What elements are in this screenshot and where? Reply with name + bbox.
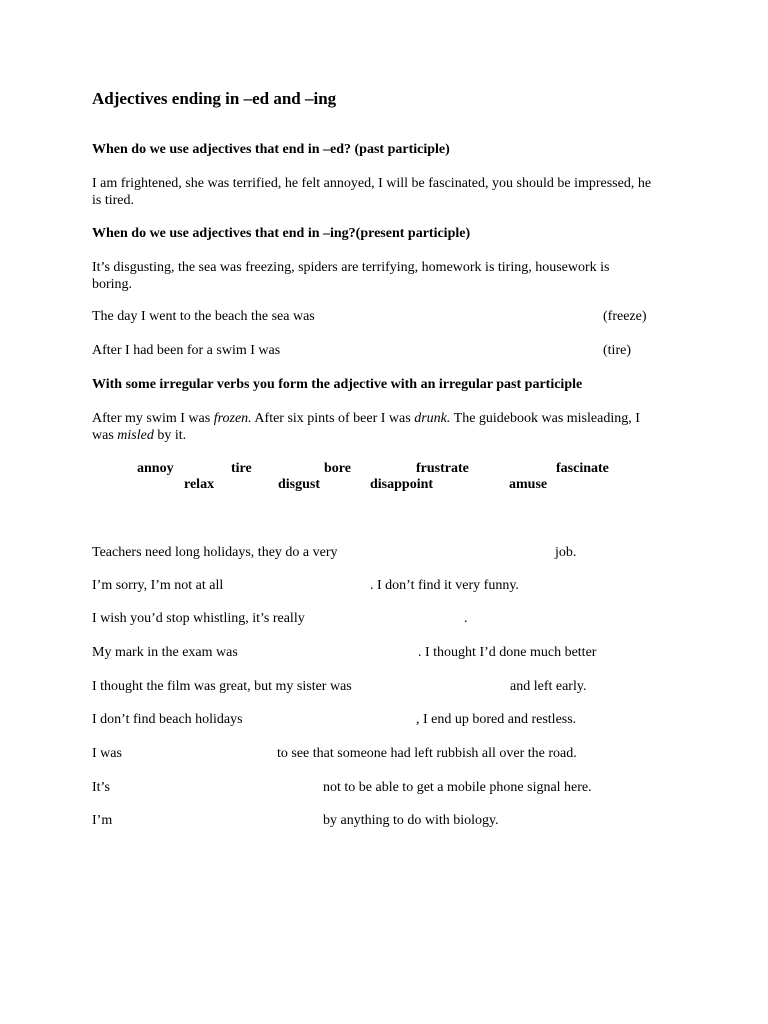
- section1-heading: When do we use adjectives that end in –ed? (past participle): [92, 142, 450, 157]
- word-bank-item: bore: [324, 461, 351, 476]
- example-italic-misled: misled: [117, 428, 154, 443]
- sentence-before: I thought the film was great, but my sister was: [92, 679, 352, 694]
- section1-examples: I am frightened, she was terrified, he felt annoyed, I will be fascinated, you should be impressed, he is tired.: [92, 176, 652, 208]
- sentence-after: by anything to do with biology.: [323, 813, 499, 828]
- sentence-after: .: [464, 611, 468, 626]
- word-bank-item: disappoint: [370, 477, 434, 492]
- example-text: After six pints of beer I was: [251, 411, 415, 426]
- word-bank-item: relax: [184, 477, 215, 492]
- exercise-hint-2: (tire): [603, 343, 631, 358]
- word-bank-item: amuse: [509, 477, 548, 492]
- sentence-before: I wish you’d stop whistling, it’s really: [92, 611, 305, 626]
- sentence-after: and left early.: [510, 679, 587, 694]
- sentence-after: not to be able to get a mobile phone signal here.: [323, 780, 592, 795]
- exercise-line-2: After I had been for a swim I was: [92, 343, 281, 358]
- section2-examples: It’s disgusting, the sea was freezing, spiders are terrifying, homework is tiring, housework is boring.: [92, 260, 610, 292]
- example-italic-frozen: frozen.: [213, 411, 252, 426]
- sentence-after: , I end up bored and restless.: [416, 712, 577, 727]
- sentence-before: I was: [92, 746, 122, 761]
- sentence-before: It’s: [92, 780, 110, 795]
- sentence-before: I’m sorry, I’m not at all: [92, 578, 224, 593]
- exercise-line-1: The day I went to the beach the sea was: [92, 309, 315, 324]
- exercise-hint-1: (freeze): [603, 309, 647, 324]
- example-text: The guidebook was misleading, I was: [92, 411, 640, 443]
- word-bank-item: annoy: [137, 461, 174, 476]
- sentence-after: . I thought I’d done much better: [418, 645, 597, 660]
- word-bank-item: frustrate: [416, 461, 469, 476]
- example-text: by it.: [153, 428, 187, 443]
- word-bank-item: tire: [231, 461, 252, 476]
- sentence-before: My mark in the exam was: [92, 645, 238, 660]
- sentence-before: I don’t find beach holidays: [92, 712, 243, 727]
- page-title: Adjectives ending in –ed and –ing: [92, 89, 337, 108]
- section3-heading: With some irregular verbs you form the adjective with an irregular past participle: [92, 377, 583, 392]
- word-bank-item: fascinate: [556, 461, 609, 476]
- word-bank-item: disgust: [278, 477, 321, 492]
- sentence-before: Teachers need long holidays, they do a very: [92, 545, 338, 560]
- example-italic-drunk: drunk.: [414, 411, 451, 426]
- sentence-after: . I don’t find it very funny.: [370, 578, 519, 593]
- sentence-after: to see that someone had left rubbish all over the road.: [277, 746, 577, 761]
- section3-examples: [92, 410, 652, 444]
- sentence-after: job.: [555, 545, 577, 560]
- sentence-before: I’m: [92, 813, 113, 828]
- example-text: After my swim I was: [92, 411, 214, 426]
- section2-heading: When do we use adjectives that end in –ing?(present participle): [92, 226, 471, 241]
